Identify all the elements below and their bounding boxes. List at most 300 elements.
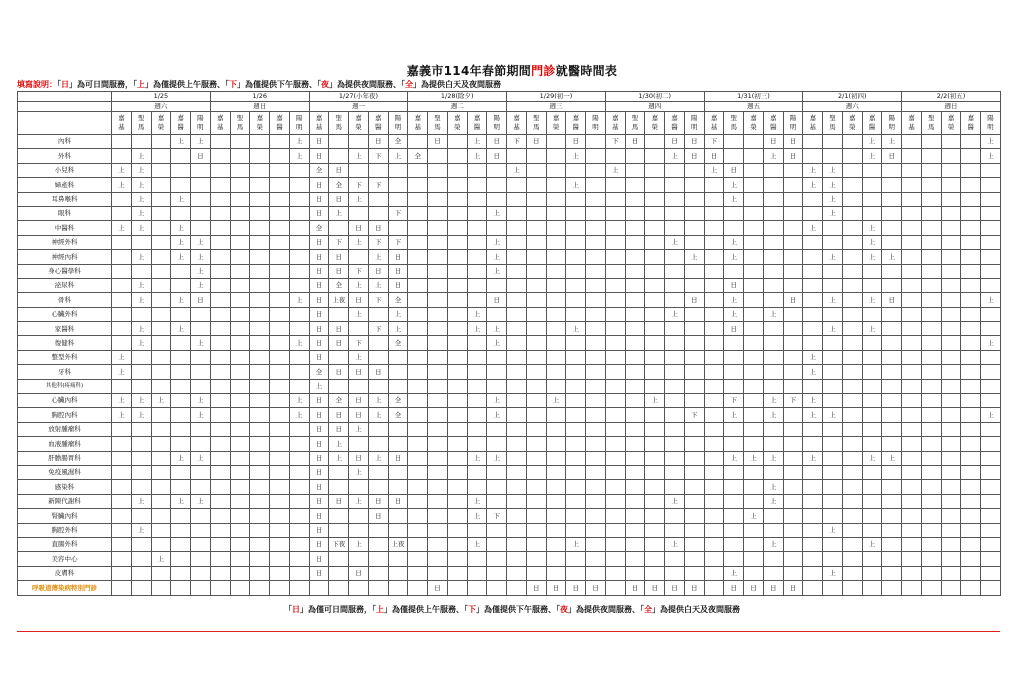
hospital-header: [388, 112, 408, 135]
service-cell: 上: [289, 135, 309, 149]
service-cell: [625, 437, 645, 451]
service-cell: [191, 422, 211, 436]
service-cell: [230, 394, 250, 408]
service-cell: 全: [408, 149, 428, 163]
service-cell: [191, 192, 211, 206]
service-cell: [112, 465, 132, 479]
service-cell: [941, 178, 961, 192]
service-cell: [902, 264, 922, 278]
legend-key: 夜: [560, 605, 568, 614]
service-cell: [428, 365, 448, 379]
weekday-header: 週一: [309, 102, 408, 112]
service-cell: [250, 307, 270, 321]
service-cell: 上: [823, 192, 843, 206]
service-cell: [408, 509, 428, 523]
service-cell: [882, 163, 902, 177]
service-cell: [270, 206, 290, 220]
service-cell: [289, 365, 309, 379]
service-cell: [428, 178, 448, 192]
service-cell: [665, 250, 685, 264]
service-cell: 上: [724, 250, 744, 264]
service-cell: [151, 581, 171, 595]
service-cell: 上: [171, 451, 191, 465]
service-cell: [862, 465, 882, 479]
service-cell: [862, 523, 882, 537]
service-cell: [645, 278, 665, 292]
service-cell: [665, 408, 685, 422]
service-cell: [724, 336, 744, 350]
hospital-name: 嘉醫: [868, 114, 876, 131]
service-cell: 日: [388, 494, 408, 508]
service-cell: [744, 278, 764, 292]
hospital-header: [408, 112, 428, 135]
service-cell: [112, 278, 132, 292]
department-name: 心臟外科: [18, 307, 112, 321]
service-cell: [151, 135, 171, 149]
service-cell: [684, 552, 704, 566]
service-cell: [250, 451, 270, 465]
service-cell: 下: [368, 149, 388, 163]
service-cell: [467, 480, 487, 494]
service-cell: [586, 135, 606, 149]
service-cell: [902, 566, 922, 580]
service-cell: 日: [309, 278, 329, 292]
service-cell: [112, 322, 132, 336]
service-cell: [902, 278, 922, 292]
service-cell: [842, 494, 862, 508]
service-cell: [842, 379, 862, 393]
service-cell: [546, 379, 566, 393]
service-cell: [408, 293, 428, 307]
service-cell: [763, 365, 783, 379]
service-cell: 日: [329, 250, 349, 264]
service-cell: [803, 206, 823, 220]
service-cell: [171, 178, 191, 192]
hospital-header: [507, 112, 527, 135]
service-cell: [250, 365, 270, 379]
service-cell: [329, 552, 349, 566]
service-cell: [151, 293, 171, 307]
service-cell: [428, 235, 448, 249]
service-cell: [783, 307, 803, 321]
hospital-name: 嘉基: [710, 114, 718, 131]
service-cell: [210, 566, 230, 580]
service-cell: 上: [368, 278, 388, 292]
service-cell: [289, 178, 309, 192]
service-cell: [428, 480, 448, 494]
service-cell: [329, 350, 349, 364]
service-cell: [131, 581, 151, 595]
service-cell: [902, 250, 922, 264]
service-cell: 日: [309, 408, 329, 422]
service-cell: [605, 235, 625, 249]
service-cell: [566, 365, 586, 379]
service-cell: [783, 437, 803, 451]
service-cell: [902, 149, 922, 163]
service-cell: [941, 163, 961, 177]
service-cell: [428, 523, 448, 537]
service-cell: [289, 235, 309, 249]
service-cell: [447, 394, 467, 408]
service-cell: [645, 221, 665, 235]
hospital-name: 嘉榮: [651, 114, 659, 131]
service-cell: [665, 451, 685, 465]
service-cell: 日: [724, 581, 744, 595]
service-cell: [724, 379, 744, 393]
service-cell: [842, 437, 862, 451]
service-cell: 日: [368, 365, 388, 379]
service-cell: [546, 465, 566, 479]
service-cell: [270, 365, 290, 379]
service-cell: 上: [823, 178, 843, 192]
service-cell: [112, 293, 132, 307]
service-cell: [447, 192, 467, 206]
service-cell: 日: [625, 581, 645, 595]
service-cell: 日: [349, 408, 369, 422]
service-cell: [447, 149, 467, 163]
service-cell: [230, 264, 250, 278]
service-cell: [210, 509, 230, 523]
service-cell: [349, 250, 369, 264]
service-cell: [605, 465, 625, 479]
service-cell: [210, 192, 230, 206]
service-cell: [941, 192, 961, 206]
service-cell: [665, 379, 685, 393]
service-cell: [803, 566, 823, 580]
service-cell: [921, 451, 941, 465]
table-row: [18, 365, 1001, 379]
service-cell: [803, 307, 823, 321]
service-cell: [684, 178, 704, 192]
service-cell: [230, 235, 250, 249]
service-cell: [388, 379, 408, 393]
service-cell: 上: [823, 250, 843, 264]
service-cell: [763, 192, 783, 206]
service-cell: [645, 322, 665, 336]
service-cell: [270, 537, 290, 551]
service-cell: [803, 581, 823, 595]
service-cell: [744, 163, 764, 177]
service-cell: [921, 336, 941, 350]
service-cell: [428, 206, 448, 220]
service-cell: [586, 250, 606, 264]
service-cell: [645, 192, 665, 206]
service-cell: [250, 379, 270, 393]
service-cell: [526, 537, 546, 551]
service-cell: [605, 178, 625, 192]
service-cell: 日: [309, 509, 329, 523]
service-cell: [625, 350, 645, 364]
service-cell: [842, 307, 862, 321]
service-cell: [704, 350, 724, 364]
service-cell: [605, 365, 625, 379]
service-cell: [783, 509, 803, 523]
hospital-name: 陽明: [493, 114, 501, 131]
service-cell: [566, 336, 586, 350]
service-cell: [368, 307, 388, 321]
hospital-header: [842, 112, 862, 135]
service-cell: [941, 509, 961, 523]
service-cell: [191, 178, 211, 192]
service-cell: [961, 552, 981, 566]
table-row: [18, 408, 1001, 422]
service-cell: [546, 221, 566, 235]
service-cell: [368, 537, 388, 551]
hospital-header: [309, 112, 329, 135]
service-cell: [447, 336, 467, 350]
service-cell: [230, 465, 250, 479]
service-cell: [507, 523, 527, 537]
service-cell: [882, 322, 902, 336]
service-cell: [803, 422, 823, 436]
service-cell: [862, 566, 882, 580]
hospital-name: 陽明: [394, 114, 402, 131]
service-cell: 上: [131, 394, 151, 408]
service-cell: [981, 451, 1001, 465]
service-cell: 日: [783, 293, 803, 307]
service-cell: 日: [428, 581, 448, 595]
service-cell: [704, 494, 724, 508]
service-cell: 上: [487, 451, 507, 465]
service-cell: [961, 135, 981, 149]
hospital-header: [289, 112, 309, 135]
service-cell: 上: [131, 149, 151, 163]
service-cell: [882, 509, 902, 523]
service-cell: [704, 379, 724, 393]
service-cell: [921, 192, 941, 206]
service-cell: 上: [763, 307, 783, 321]
service-cell: [921, 149, 941, 163]
service-cell: 上: [151, 552, 171, 566]
service-cell: [921, 135, 941, 149]
service-cell: 日: [309, 422, 329, 436]
title-prefix: 嘉義市114年春節期間: [406, 64, 532, 78]
service-cell: [112, 264, 132, 278]
date-header: 1/26: [210, 92, 309, 102]
department-name: 其他科(疼痛科): [18, 379, 112, 393]
service-cell: [546, 307, 566, 321]
service-cell: [289, 221, 309, 235]
service-cell: [921, 322, 941, 336]
service-cell: 上: [566, 178, 586, 192]
service-cell: [289, 264, 309, 278]
service-cell: [921, 537, 941, 551]
legend-text-part: 」為僅提供下午服務、「: [476, 605, 560, 614]
service-cell: [842, 566, 862, 580]
service-cell: [526, 408, 546, 422]
hospital-name: 嘉基: [908, 114, 915, 131]
service-cell: [289, 350, 309, 364]
service-cell: [823, 307, 843, 321]
service-cell: [171, 365, 191, 379]
service-cell: [507, 480, 527, 494]
service-cell: [961, 408, 981, 422]
service-cell: [882, 422, 902, 436]
service-cell: [546, 178, 566, 192]
service-cell: [842, 250, 862, 264]
service-cell: [862, 307, 882, 321]
service-cell: 日: [329, 192, 349, 206]
service-cell: [645, 178, 665, 192]
service-cell: [507, 264, 527, 278]
service-cell: 全: [388, 394, 408, 408]
service-cell: [961, 509, 981, 523]
service-cell: [961, 581, 981, 595]
legend-text-part: 」為僅提供下午服務、「: [237, 80, 321, 89]
department-name: 皮膚科: [18, 566, 112, 580]
service-cell: [546, 206, 566, 220]
service-cell: 上: [487, 336, 507, 350]
service-cell: [882, 350, 902, 364]
service-cell: [823, 135, 843, 149]
service-cell: [586, 350, 606, 364]
service-cell: [823, 465, 843, 479]
service-cell: 日: [309, 523, 329, 537]
service-cell: [704, 509, 724, 523]
service-cell: [882, 566, 902, 580]
service-cell: [151, 566, 171, 580]
service-cell: [270, 221, 290, 235]
service-cell: [428, 566, 448, 580]
service-cell: [902, 408, 922, 422]
service-cell: 上: [191, 451, 211, 465]
department-name: 整型外科: [18, 350, 112, 364]
service-cell: [388, 566, 408, 580]
service-cell: [131, 350, 151, 364]
service-cell: [941, 394, 961, 408]
service-cell: [270, 379, 290, 393]
service-cell: [921, 494, 941, 508]
service-cell: [921, 394, 941, 408]
service-cell: [921, 307, 941, 321]
hospital-name: 嘉醫: [473, 114, 481, 131]
service-cell: [171, 379, 191, 393]
hospital-name: 嘉榮: [849, 114, 856, 131]
service-cell: [112, 552, 132, 566]
service-cell: 上: [763, 451, 783, 465]
service-cell: [428, 264, 448, 278]
service-cell: [487, 379, 507, 393]
service-cell: [605, 581, 625, 595]
service-cell: [230, 163, 250, 177]
service-cell: [744, 408, 764, 422]
service-cell: 上: [981, 408, 1001, 422]
service-cell: [230, 422, 250, 436]
legend-key: 上: [376, 605, 384, 614]
service-cell: [546, 408, 566, 422]
service-cell: [270, 494, 290, 508]
department-name: 眼科: [18, 206, 112, 220]
service-cell: [665, 163, 685, 177]
service-cell: [191, 537, 211, 551]
table-row: [18, 307, 1001, 321]
service-cell: [763, 379, 783, 393]
service-cell: 上: [112, 365, 132, 379]
service-cell: [586, 566, 606, 580]
hospital-name: 陽明: [789, 114, 797, 131]
service-cell: [428, 293, 448, 307]
service-cell: [151, 537, 171, 551]
service-cell: [428, 451, 448, 465]
service-cell: [408, 581, 428, 595]
service-cell: [151, 480, 171, 494]
service-cell: [665, 322, 685, 336]
service-cell: [230, 537, 250, 551]
service-cell: [882, 278, 902, 292]
hospital-name: 嘉基: [118, 114, 125, 131]
service-cell: [625, 509, 645, 523]
service-cell: [704, 192, 724, 206]
service-cell: [842, 537, 862, 551]
service-cell: [270, 552, 290, 566]
service-cell: [645, 509, 665, 523]
service-cell: [941, 278, 961, 292]
service-cell: [428, 552, 448, 566]
hospital-name: 嘉榮: [355, 114, 362, 131]
service-cell: [586, 437, 606, 451]
service-cell: 上: [507, 163, 527, 177]
service-cell: [270, 235, 290, 249]
service-cell: [210, 307, 230, 321]
service-cell: [408, 408, 428, 422]
service-cell: 下: [684, 408, 704, 422]
service-cell: [151, 437, 171, 451]
weekday-header: 週六: [112, 102, 211, 112]
service-cell: [250, 394, 270, 408]
service-cell: [349, 322, 369, 336]
hospital-name: 嘉醫: [671, 114, 678, 131]
service-cell: 上: [112, 178, 132, 192]
service-cell: [428, 437, 448, 451]
legend-text-part: 」為提供白天及夜間服務: [652, 605, 740, 614]
service-cell: [783, 278, 803, 292]
service-cell: [823, 264, 843, 278]
service-cell: 上: [349, 422, 369, 436]
service-cell: [783, 235, 803, 249]
service-cell: [605, 336, 625, 350]
service-cell: 上: [131, 293, 151, 307]
service-cell: [842, 278, 862, 292]
service-cell: [882, 235, 902, 249]
service-cell: 上: [368, 394, 388, 408]
hospital-header: [921, 112, 941, 135]
service-cell: [171, 336, 191, 350]
service-cell: [704, 394, 724, 408]
date-header: 1/29(初一): [507, 92, 606, 102]
service-cell: 全: [329, 178, 349, 192]
service-cell: [447, 264, 467, 278]
hospital-header: [151, 112, 171, 135]
service-cell: [230, 135, 250, 149]
service-cell: [803, 552, 823, 566]
service-cell: [763, 422, 783, 436]
service-cell: [862, 480, 882, 494]
department-name: 神經外科: [18, 235, 112, 249]
service-cell: [842, 192, 862, 206]
service-cell: [803, 523, 823, 537]
service-cell: [645, 437, 665, 451]
service-cell: [882, 336, 902, 350]
hospital-name: 聖馬: [730, 114, 738, 131]
service-cell: 上: [191, 394, 211, 408]
service-cell: [368, 437, 388, 451]
service-cell: [862, 422, 882, 436]
service-cell: 上: [487, 264, 507, 278]
service-cell: 日: [329, 336, 349, 350]
service-cell: [329, 379, 349, 393]
service-cell: 上: [684, 250, 704, 264]
service-cell: [684, 307, 704, 321]
